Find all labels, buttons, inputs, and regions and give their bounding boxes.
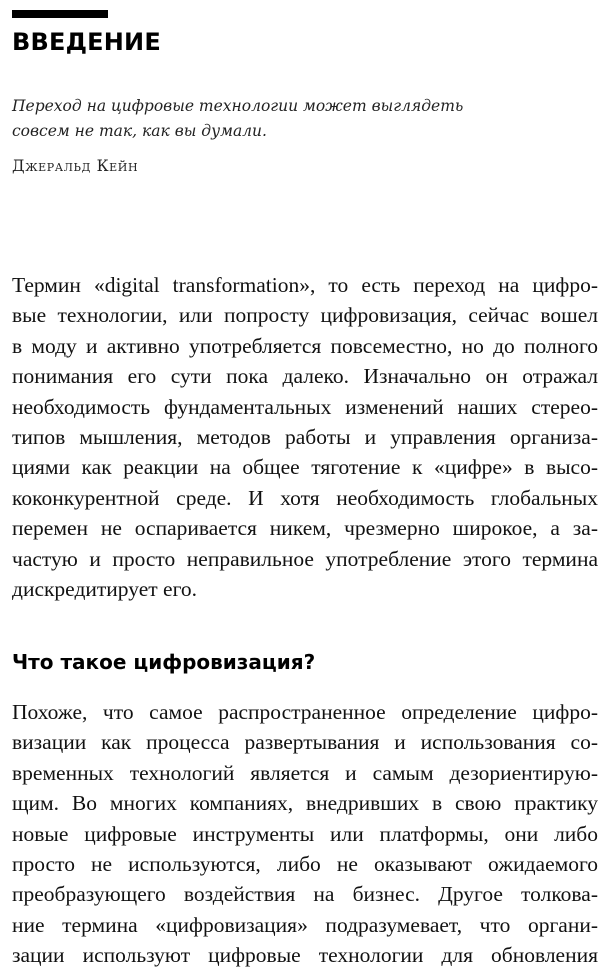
epigraph-line: Переход на цифровые технологии может выглядеть [12,97,464,115]
paragraph-line: Термин «digital transformation», то есть переход на цифро- [12,273,598,297]
paragraph-line: зации используют цифровые технологии для обновления [12,943,598,968]
chapter-rule [12,10,108,18]
paragraph-line: понимания его сути пока далеко. Изначально он отражал [12,364,598,389]
paragraph-line: типов мышления, методов работы и управления организа- [12,425,598,450]
epigraph-line: совсем не так, как вы думали. [12,122,267,140]
paragraph-line: преобразующего воздействия на бизнес. Другое толкова- [12,882,598,907]
paragraph-line: циями как реакции на общее тяготение к «цифре» в высо- [12,455,598,480]
epigraph-quote [12,94,532,144]
paragraph-line: ние термина «цифровизация» подразумевает, что органи- [12,912,598,937]
paragraph-line: перемен не оспаривается никем, чрезмерно широкое, а за- [12,516,598,541]
paragraph-line: временных технологий является и самым дезориентирую- [12,760,598,785]
paragraph-line: вые технологии, или попросту цифровизация, сейчас вошел [12,303,598,328]
paragraph-line: дискредитирует его. [12,577,197,602]
paragraph-line: необходимость фундаментальных изменений наших стерео- [12,394,598,419]
section-paragraph [12,697,598,971]
paragraph-line: в моду и активно употребляется повсеместно, но до полного [12,333,598,358]
paragraph-line: визации как процесса развертывания и использования со- [12,730,598,755]
intro-paragraph [12,270,598,604]
chapter-title: ВВЕДЕНИЕ [12,28,161,56]
paragraph-line: частую и просто неправильное употребление этого термина [12,546,598,571]
paragraph-line: коконкурентной среде. И хотя необходимость глобальных [12,485,598,510]
section-heading: Что такое цифровизация? [12,650,316,674]
paragraph-line: просто не используются, либо не оказывают ожидаемого [12,852,598,877]
epigraph-author: Джеральд Кейн [12,157,139,175]
paragraph-line: щим. Во многих компаниях, внедривших в свою практику [12,791,598,816]
paragraph-line: новые цифровые инструменты или платформы, они либо [12,821,598,846]
paragraph-line: Похоже, что самое распространенное определение цифро- [12,700,598,724]
